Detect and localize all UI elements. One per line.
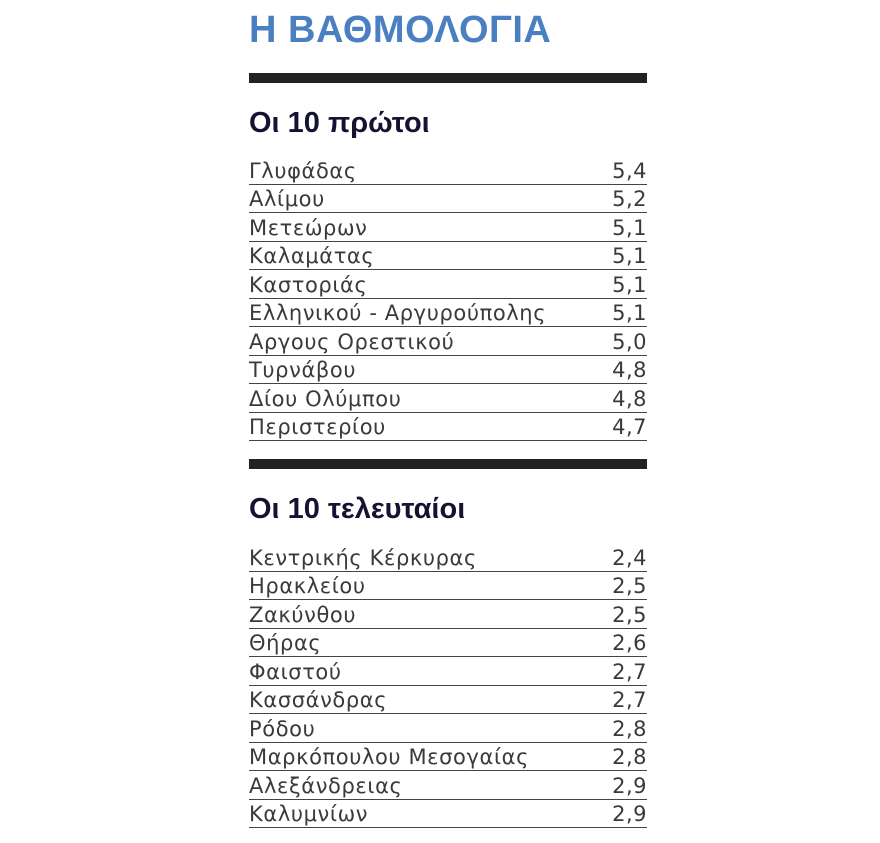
municipality-name: Καστοριάς bbox=[249, 272, 368, 297]
score-value: 4,8 bbox=[612, 386, 647, 411]
municipality-name: Τυρνάβου bbox=[249, 358, 357, 382]
score-value: 5,2 bbox=[612, 187, 647, 211]
score-value: 5,4 bbox=[612, 158, 647, 183]
score-value: 2,6 bbox=[612, 631, 647, 655]
municipality-name: Καλαμάτας bbox=[249, 244, 375, 268]
list-item bbox=[249, 356, 647, 385]
page-title: Η ΒΑΘΜΟΛΟΓΙΑ bbox=[249, 9, 552, 51]
municipality-name: Ρόδου bbox=[249, 716, 316, 741]
list-item bbox=[249, 185, 647, 214]
score-value: 4,8 bbox=[612, 358, 647, 382]
list-item bbox=[249, 156, 647, 185]
score-value: 5,1 bbox=[612, 215, 647, 240]
list-item bbox=[249, 270, 647, 299]
list-item bbox=[249, 657, 647, 686]
list-item bbox=[249, 413, 647, 442]
list-item bbox=[249, 543, 647, 572]
municipality-name: Ζακύνθου bbox=[249, 602, 357, 627]
municipality-name: Αλεξάνδρειας bbox=[249, 773, 403, 798]
municipality-name: Αργους Ορεστικού bbox=[249, 329, 455, 354]
municipality-name: Ηρακλείου bbox=[249, 574, 366, 598]
municipality-name: Κασσάνδρας bbox=[249, 688, 388, 712]
list-item bbox=[249, 327, 647, 356]
list-item bbox=[249, 242, 647, 271]
municipality-name: Αλίμου bbox=[249, 187, 325, 211]
score-value: 2,7 bbox=[612, 688, 647, 712]
municipality-name: Κεντρικής Κέρκυρας bbox=[249, 545, 477, 570]
top-divider bbox=[249, 73, 647, 83]
municipality-name: Θήρας bbox=[249, 631, 322, 655]
score-value: 5,1 bbox=[612, 301, 647, 325]
bottom-ten-heading: Οι 10 τελευταίοι bbox=[249, 493, 466, 525]
score-value: 2,5 bbox=[612, 574, 647, 598]
municipality-name: Μαρκόπουλου Μεσογαίας bbox=[249, 745, 530, 769]
score-value: 2,5 bbox=[612, 602, 647, 627]
list-item bbox=[249, 384, 647, 413]
bottom-divider bbox=[249, 459, 647, 469]
municipality-name: Γλυφάδας bbox=[249, 158, 357, 183]
bottom-ten-list bbox=[249, 543, 647, 828]
list-item bbox=[249, 299, 647, 328]
top-ten-heading: Οι 10 πρώτοι bbox=[249, 107, 430, 139]
municipality-name: Ελληνικού - Αργυρούπολης bbox=[249, 301, 547, 325]
municipality-name: Περιστερίου bbox=[249, 415, 386, 439]
list-item bbox=[249, 686, 647, 715]
score-value: 4,7 bbox=[612, 415, 647, 439]
municipality-name: Φαιστού bbox=[249, 659, 342, 684]
score-value: 5,1 bbox=[612, 244, 647, 268]
list-item bbox=[249, 213, 647, 242]
municipality-name: Μετεώρων bbox=[249, 215, 368, 240]
list-item bbox=[249, 600, 647, 629]
score-value: 5,1 bbox=[612, 272, 647, 297]
list-item bbox=[249, 714, 647, 743]
top-ten-list bbox=[249, 156, 647, 441]
score-value: 2,8 bbox=[612, 716, 647, 741]
score-value: 5,0 bbox=[612, 329, 647, 354]
list-item bbox=[249, 771, 647, 800]
score-value: 2,7 bbox=[612, 659, 647, 684]
score-value: 2,4 bbox=[612, 545, 647, 570]
list-item bbox=[249, 800, 647, 829]
score-value: 2,8 bbox=[612, 745, 647, 769]
score-value: 2,9 bbox=[612, 802, 647, 826]
list-item bbox=[249, 572, 647, 601]
municipality-name: Δίου Ολύμπου bbox=[249, 386, 402, 411]
list-item bbox=[249, 743, 647, 772]
list-item bbox=[249, 629, 647, 658]
score-value: 2,9 bbox=[612, 773, 647, 798]
municipality-name: Καλυμνίων bbox=[249, 802, 369, 826]
